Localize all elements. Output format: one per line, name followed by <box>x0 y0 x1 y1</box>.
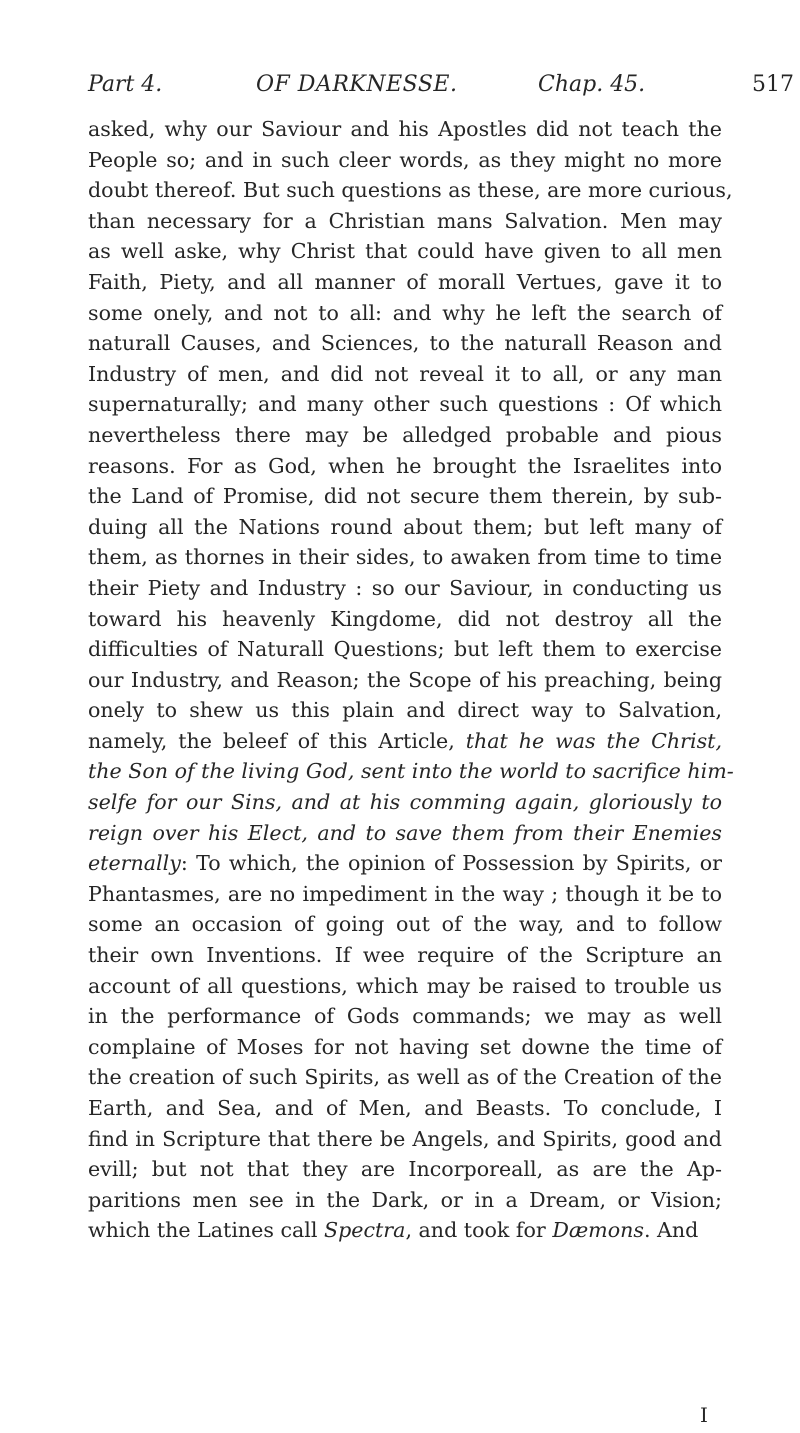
text-line <box>88 542 722 573</box>
text-segment: the Land of Promise, did not secure them therein, by sub- <box>88 484 722 509</box>
text-segment: , and took for <box>405 1218 553 1243</box>
catchword: I <box>700 1403 708 1427</box>
text-segment: duing all the Nations round about them; but left many of <box>88 514 722 539</box>
text-segment: People so; and in such cleer words, as they might no more <box>88 147 722 172</box>
text-line <box>88 1215 722 1246</box>
text-segment: Faith, Piety, and all manner of morall Vertues, gave it to <box>88 269 722 294</box>
text-segment: them, as thornes in their sides, to awaken from time to time <box>88 545 722 570</box>
text-line <box>88 145 722 176</box>
text-segment: Industry of men, and did not reveal it to all, or any man <box>88 361 722 386</box>
text-segment: asked, why our Saviour and his Apostles did not teach the <box>88 117 722 141</box>
text-line <box>88 451 722 482</box>
text-segment: the creation of such Spirits, as well as of the Creation of the <box>88 1065 722 1090</box>
text-segment: doubt thereof. But such questions as these, are more curious, <box>88 178 733 203</box>
text-line <box>88 940 722 971</box>
page-number: 517 <box>752 72 794 97</box>
italic-text: reign over his Elect, and to save them from their Enemies <box>88 820 722 845</box>
italic-text: Dæmons <box>552 1218 644 1243</box>
text-segment: complaine of Moses for not having set downe the time of <box>88 1034 722 1059</box>
text-line <box>88 1124 722 1155</box>
text-segment: supernaturally; and many other such questions : Of which <box>88 392 722 417</box>
text-line <box>88 726 722 757</box>
text-line <box>88 604 722 635</box>
text-line <box>88 879 722 910</box>
italic-text: selfe for our Sins, and at his comming again, gloriously to <box>88 790 722 815</box>
italic-text: eternally <box>88 851 181 876</box>
text-line <box>88 420 722 451</box>
text-segment: nevertheless there may be alledged probable and pious <box>88 422 722 447</box>
text-segment: some onely, and not to all: and why he left the search of <box>88 300 722 325</box>
text-line <box>88 1154 722 1185</box>
text-segment: their Piety and Industry : so our Saviour, in conducting us <box>88 575 722 600</box>
body-text <box>88 114 734 1246</box>
text-line <box>88 1001 722 1032</box>
text-line <box>88 1032 722 1063</box>
text-segment: find in Scripture that there be Angels, and Spirits, good and <box>88 1126 722 1151</box>
text-segment: Earth, and Sea, and of Men, and Beasts. To conclude, I <box>88 1096 722 1120</box>
text-line <box>88 665 722 696</box>
text-line <box>88 909 722 940</box>
text-line <box>88 971 722 1002</box>
text-line <box>88 787 722 818</box>
text-line <box>88 818 722 849</box>
text-segment: their own Inventions. If wee require of the Scripture an <box>88 943 722 968</box>
text-segment: which the Latines call <box>88 1218 325 1243</box>
text-segment: toward his heavenly Kingdome, did not destroy all the <box>88 606 722 631</box>
text-line <box>88 695 722 726</box>
text-line <box>88 206 722 237</box>
text-line <box>88 848 722 879</box>
text-segment: our Industry, and Reason; the Scope of his preaching, being <box>88 667 722 692</box>
text-segment: naturall Causes, and Sciences, to the naturall Reason and <box>88 331 722 356</box>
text-segment: onely to shew us this plain and direct way to Salvation, <box>88 698 722 723</box>
text-line <box>88 1185 722 1216</box>
text-line <box>88 175 733 206</box>
italic-text: that he was the Christ, <box>465 728 722 753</box>
text-segment: . And <box>643 1218 699 1243</box>
text-line <box>88 634 722 665</box>
text-line <box>88 359 722 390</box>
text-segment: in the performance of Gods commands; we may as well <box>88 1004 722 1029</box>
text-line <box>88 573 722 604</box>
part-label: Part 4. <box>88 72 163 97</box>
italic-text: the Son of the living God, sent into the world to sacrifice him- <box>88 759 734 784</box>
text-line <box>88 1093 722 1124</box>
text-line <box>88 236 722 267</box>
text-segment: as well aske, why Christ that could have given to all men <box>88 239 722 264</box>
text-line <box>88 298 722 329</box>
text-segment: difficulties of Naturall Questions; but left them to exercise <box>88 637 722 662</box>
text-segment: : To which, the opinion of Possession by Spirits, or <box>180 851 722 876</box>
text-segment: evill; but not that they are Incorporeall, as are the Ap- <box>88 1157 722 1182</box>
text-line <box>88 267 722 298</box>
text-line <box>88 512 722 543</box>
text-line <box>88 114 722 145</box>
text-segment: namely, the beleef of this Article, <box>88 728 466 753</box>
running-title: OF DARKNESSE. <box>256 72 458 97</box>
text-line <box>88 756 734 787</box>
text-segment: reasons. For as God, when he brought the Israelites into <box>88 453 722 478</box>
text-line <box>88 389 722 420</box>
text-segment: paritions men see in the Dark, or in a Dream, or Vision; <box>88 1187 722 1212</box>
text-line <box>88 1062 722 1093</box>
chapter-label: Chap. 45. <box>538 72 646 97</box>
text-line <box>88 481 722 512</box>
text-segment: Phantasmes, are no impediment in the way ; though it be to <box>88 881 722 906</box>
text-line <box>88 328 722 359</box>
text-segment: than necessary for a Christian mans Salvation. Men may <box>88 208 722 233</box>
italic-text: Spectra <box>324 1218 406 1243</box>
text-segment: some an occasion of going out of the way, and to follow <box>88 912 722 937</box>
running-header <box>0 72 800 106</box>
text-segment: account of all questions, which may be raised to trouble us <box>88 973 722 998</box>
